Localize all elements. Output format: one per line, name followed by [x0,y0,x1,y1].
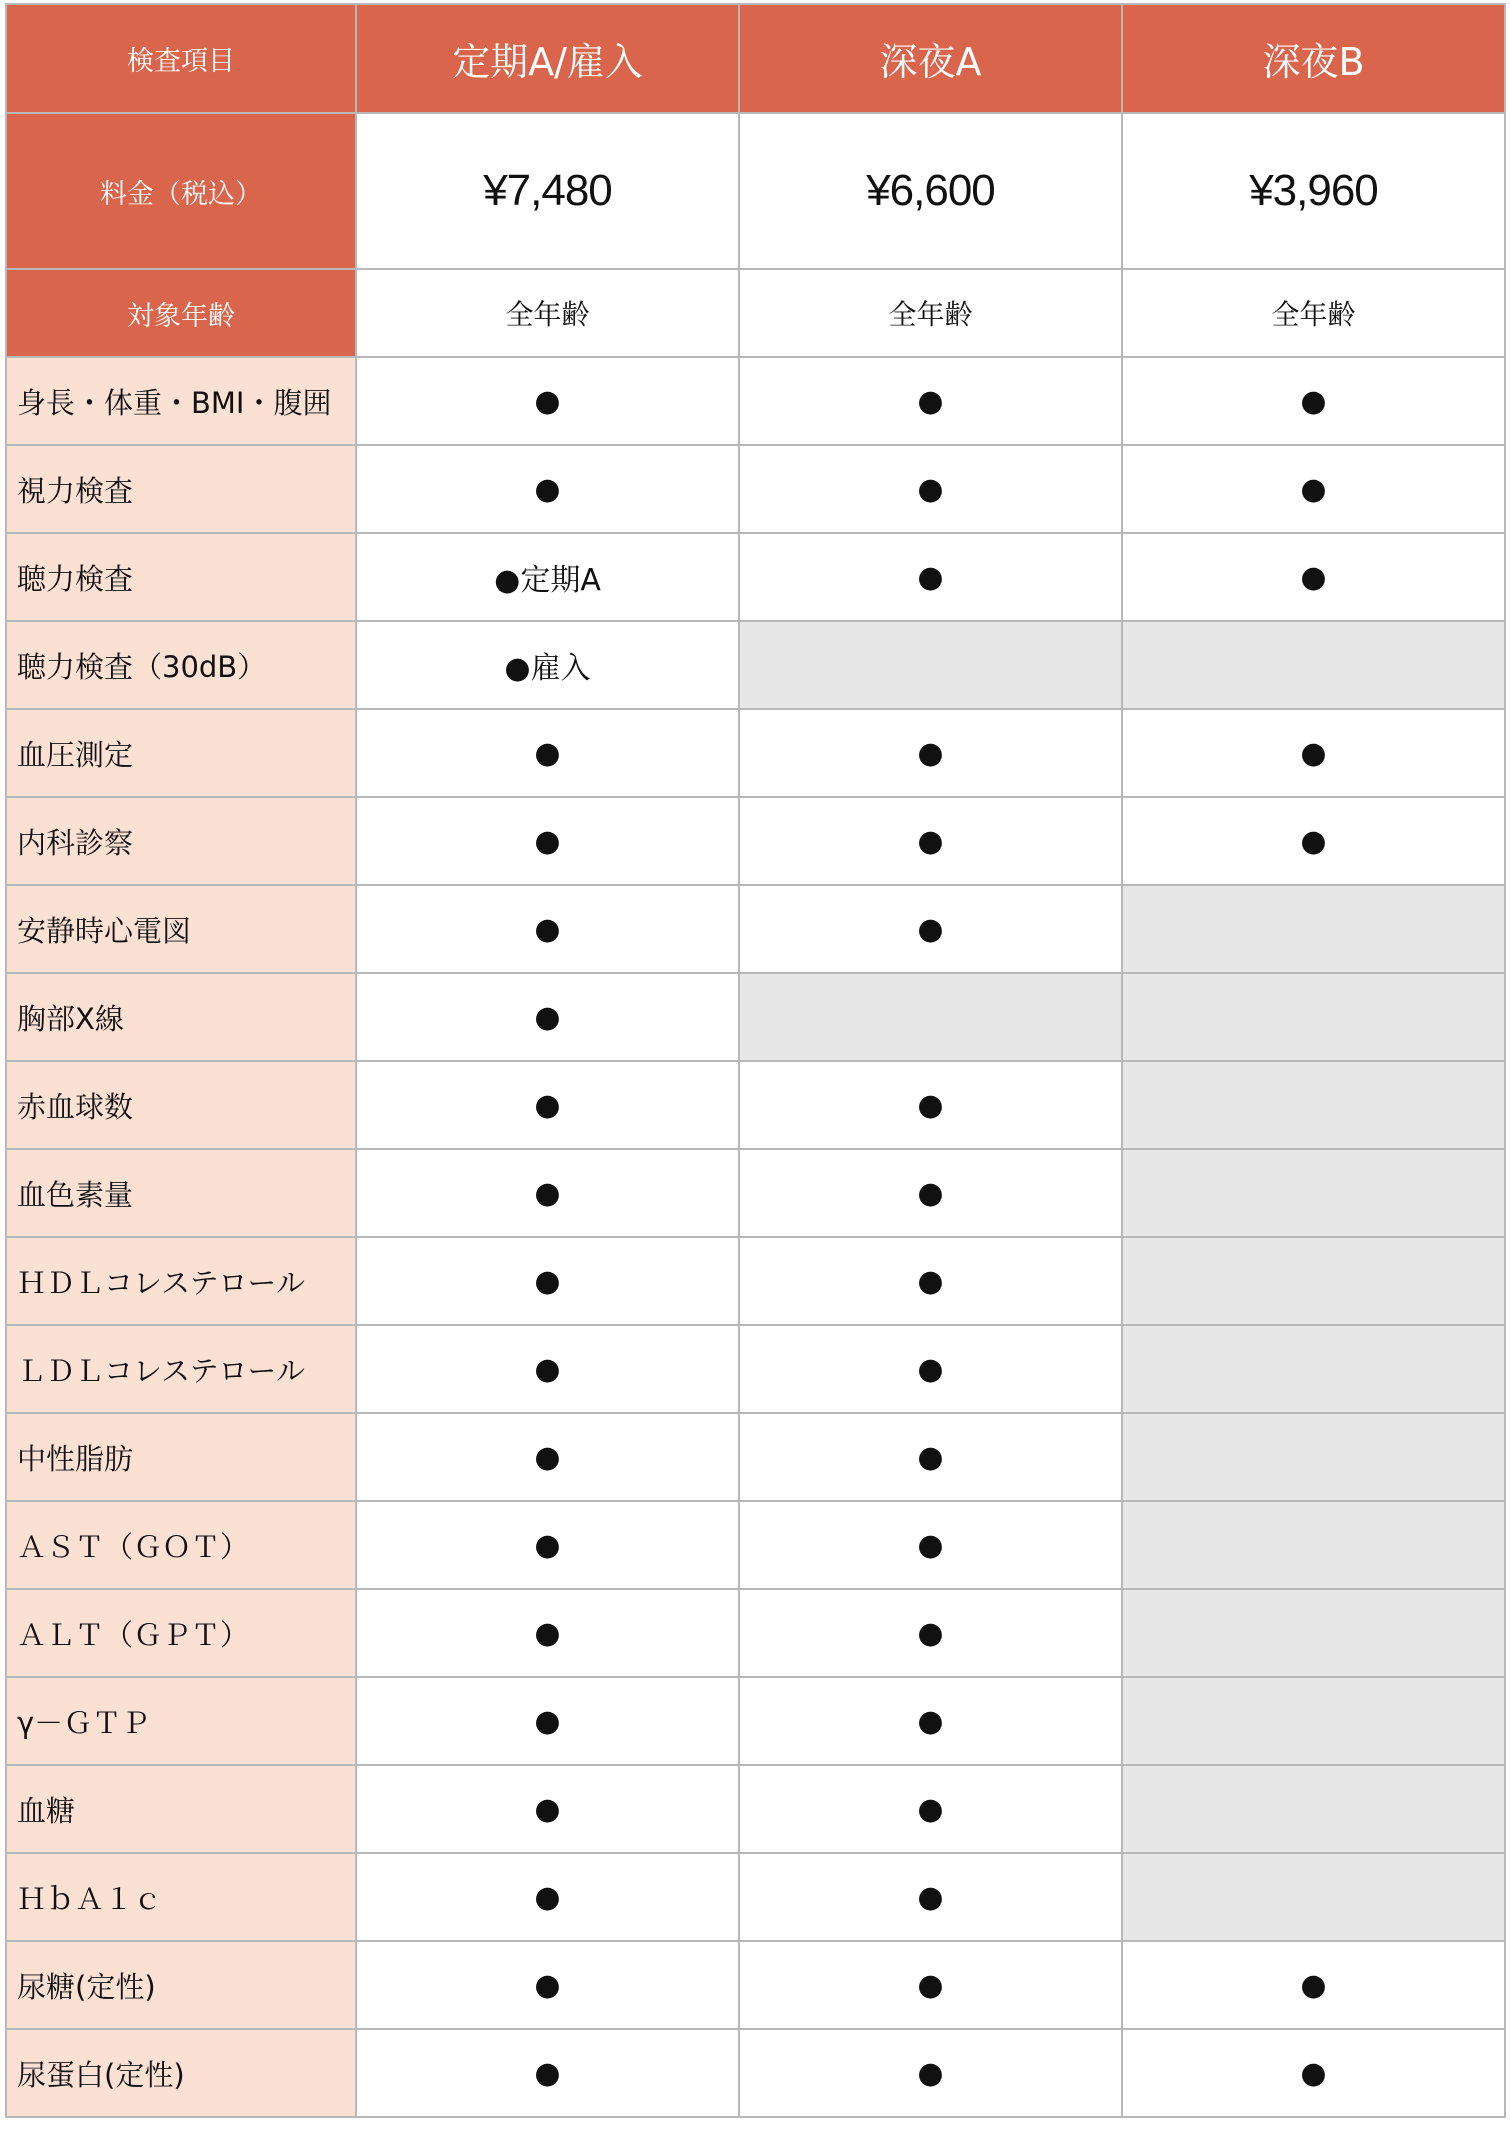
table-row [6,533,1505,621]
test-item-label: ＡＳＴ（ＧＯＴ） [6,1501,356,1589]
price-value: ¥6,600 [739,113,1122,269]
plan-header-shinya-a: 深夜A [739,4,1122,113]
included-mark: ● [356,357,739,445]
table-row [6,1501,1505,1589]
price-row [6,113,1505,269]
test-item-label: 尿蛋白(定性) [6,2029,356,2117]
table-row [6,1149,1505,1237]
included-mark: ● [356,1325,739,1413]
not-included-cell [1122,1853,1505,1941]
included-mark: ● [1122,445,1505,533]
included-mark: ● [739,885,1122,973]
age-value: 全年齢 [739,269,1122,357]
not-included-cell [1122,1061,1505,1149]
included-mark: ● [356,2029,739,2117]
plan-header-shinya-b: 深夜B [1122,4,1505,113]
included-mark: ● [356,1061,739,1149]
not-included-cell [739,621,1122,709]
table-row [6,1589,1505,1677]
table-row [6,797,1505,885]
included-mark: ● [1122,357,1505,445]
included-mark: ● [356,1765,739,1853]
test-item-label: 血糖 [6,1765,356,1853]
corner-label: 検査項目 [6,4,356,113]
table-row [6,621,1505,709]
table-row [6,445,1505,533]
included-mark: ● [1122,797,1505,885]
not-included-cell [1122,1677,1505,1765]
table-row [6,1325,1505,1413]
included-mark: ● [739,445,1122,533]
included-mark: ● [739,1149,1122,1237]
included-mark: ●定期A [356,533,739,621]
not-included-cell [739,973,1122,1061]
included-mark: ● [1122,2029,1505,2117]
test-item-label: 安静時心電図 [6,885,356,973]
not-included-cell [1122,1765,1505,1853]
test-item-label: 赤血球数 [6,1061,356,1149]
not-included-cell [1122,621,1505,709]
included-mark: ●雇入 [356,621,739,709]
table-row [6,1765,1505,1853]
table-row [6,1061,1505,1149]
included-mark: ● [739,1853,1122,1941]
included-mark: ● [356,797,739,885]
included-mark: ● [739,1941,1122,2029]
test-item-label: 身長・体重・BMI・腹囲 [6,357,356,445]
table-row [6,1237,1505,1325]
included-mark: ● [356,885,739,973]
price-label: 料金（税込） [6,113,356,269]
included-mark: ● [739,709,1122,797]
test-item-label: γ－ＧＴＰ [6,1677,356,1765]
test-item-label: 聴力検査（30dB） [6,621,356,709]
not-included-cell [1122,1413,1505,1501]
not-included-cell [1122,1325,1505,1413]
included-mark: ● [739,533,1122,621]
included-mark: ● [356,445,739,533]
included-mark: ● [739,1061,1122,1149]
test-item-label: 血色素量 [6,1149,356,1237]
age-value: 全年齢 [356,269,739,357]
included-mark: ● [739,797,1122,885]
test-item-label: 聴力検査 [6,533,356,621]
age-row [6,269,1505,357]
table-row [6,973,1505,1061]
included-mark: ● [356,709,739,797]
table-row [6,2029,1505,2117]
price-value: ¥3,960 [1122,113,1505,269]
not-included-cell [1122,1149,1505,1237]
age-label: 対象年齢 [6,269,356,357]
test-item-label: 中性脂肪 [6,1413,356,1501]
table-row [6,1941,1505,2029]
header-row [6,4,1505,113]
not-included-cell [1122,1589,1505,1677]
included-mark: ● [356,1237,739,1325]
table-row [6,1853,1505,1941]
test-item-label: ＨｂＡ１ｃ [6,1853,356,1941]
included-mark: ● [739,1589,1122,1677]
test-item-label: 内科診察 [6,797,356,885]
not-included-cell [1122,1501,1505,1589]
included-mark: ● [739,1677,1122,1765]
included-mark: ● [739,1237,1122,1325]
not-included-cell [1122,885,1505,973]
not-included-cell [1122,973,1505,1061]
included-mark: ● [739,357,1122,445]
table-row [6,1413,1505,1501]
test-item-label: 胸部X線 [6,973,356,1061]
price-value: ¥7,480 [356,113,739,269]
age-value: 全年齢 [1122,269,1505,357]
included-mark: ● [739,1501,1122,1589]
table-row [6,357,1505,445]
test-item-label: ＡＬＴ（ＧＰＴ） [6,1589,356,1677]
included-mark: ● [356,1853,739,1941]
included-mark: ● [356,1149,739,1237]
table-row [6,885,1505,973]
included-mark: ● [739,1325,1122,1413]
included-mark: ● [356,1589,739,1677]
included-mark: ● [1122,709,1505,797]
test-item-label: ＨＤＬコレステロール [6,1237,356,1325]
included-mark: ● [356,1677,739,1765]
test-item-label: 尿糖(定性) [6,1941,356,2029]
checkup-plan-table [5,3,1506,2118]
included-mark: ● [1122,1941,1505,2029]
included-mark: ● [739,1413,1122,1501]
table-row [6,709,1505,797]
included-mark: ● [356,973,739,1061]
test-item-label: ＬＤＬコレステロール [6,1325,356,1413]
test-item-label: 血圧測定 [6,709,356,797]
included-mark: ● [356,1501,739,1589]
included-mark: ● [356,1941,739,2029]
table-row [6,1677,1505,1765]
test-item-label: 視力検査 [6,445,356,533]
plan-header-teiki-a: 定期A/雇入 [356,4,739,113]
included-mark: ● [739,1765,1122,1853]
not-included-cell [1122,1237,1505,1325]
included-mark: ● [356,1413,739,1501]
included-mark: ● [739,2029,1122,2117]
included-mark: ● [1122,533,1505,621]
